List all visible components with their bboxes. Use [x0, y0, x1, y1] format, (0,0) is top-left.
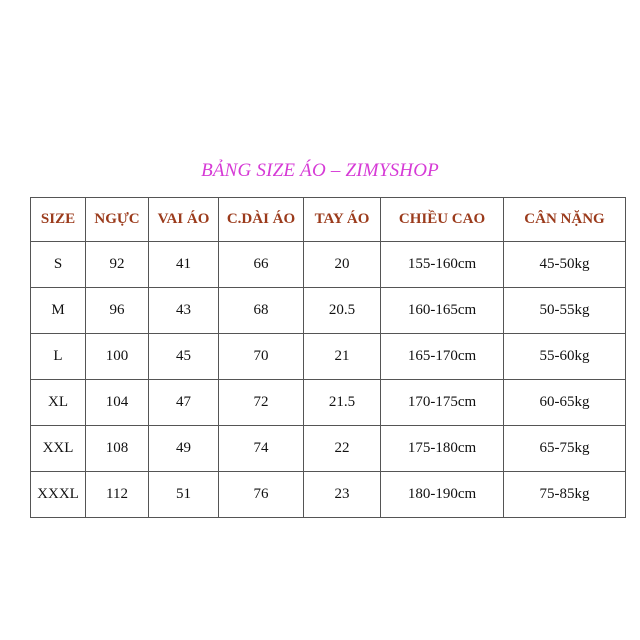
size-chart-table: [30, 197, 626, 518]
table-row: [31, 334, 626, 380]
cell-length: 76: [219, 472, 304, 518]
cell-chest: 96: [86, 288, 149, 334]
cell-weight: 55-60kg: [504, 334, 626, 380]
cell-weight: 50-55kg: [504, 288, 626, 334]
header-sleeve: TAY ÁO: [304, 198, 381, 242]
cell-shoulder: 45: [149, 334, 219, 380]
cell-shoulder: 47: [149, 380, 219, 426]
cell-height: 160-165cm: [381, 288, 504, 334]
cell-size: XL: [31, 380, 86, 426]
cell-length: 70: [219, 334, 304, 380]
cell-height: 180-190cm: [381, 472, 504, 518]
cell-shoulder: 41: [149, 242, 219, 288]
cell-chest: 108: [86, 426, 149, 472]
cell-chest: 92: [86, 242, 149, 288]
cell-shoulder: 51: [149, 472, 219, 518]
header-weight: CÂN NẶNG: [504, 198, 626, 242]
cell-length: 68: [219, 288, 304, 334]
cell-sleeve: 20.5: [304, 288, 381, 334]
cell-length: 72: [219, 380, 304, 426]
cell-chest: 112: [86, 472, 149, 518]
cell-shoulder: 49: [149, 426, 219, 472]
header-length: C.DÀI ÁO: [219, 198, 304, 242]
cell-chest: 100: [86, 334, 149, 380]
page-title: BẢNG SIZE ÁO – ZIMYSHOP: [201, 160, 439, 181]
table-row: [31, 288, 626, 334]
cell-weight: 75-85kg: [504, 472, 626, 518]
cell-shoulder: 43: [149, 288, 219, 334]
table-row: [31, 380, 626, 426]
header-chest: NGỰC: [86, 198, 149, 242]
cell-sleeve: 21: [304, 334, 381, 380]
table-row: [31, 242, 626, 288]
table-row: [31, 472, 626, 518]
cell-height: 155-160cm: [381, 242, 504, 288]
cell-sleeve: 21.5: [304, 380, 381, 426]
header-shoulder: VAI ÁO: [149, 198, 219, 242]
cell-size: XXXL: [31, 472, 86, 518]
cell-sleeve: 20: [304, 242, 381, 288]
header-height: CHIỀU CAO: [381, 198, 504, 242]
cell-chest: 104: [86, 380, 149, 426]
cell-height: 165-170cm: [381, 334, 504, 380]
cell-weight: 65-75kg: [504, 426, 626, 472]
cell-sleeve: 23: [304, 472, 381, 518]
cell-length: 66: [219, 242, 304, 288]
cell-height: 175-180cm: [381, 426, 504, 472]
cell-height: 170-175cm: [381, 380, 504, 426]
cell-size: XXL: [31, 426, 86, 472]
cell-size: L: [31, 334, 86, 380]
cell-size: M: [31, 288, 86, 334]
header-size: SIZE: [31, 198, 86, 242]
cell-sleeve: 22: [304, 426, 381, 472]
cell-weight: 60-65kg: [504, 380, 626, 426]
cell-weight: 45-50kg: [504, 242, 626, 288]
cell-length: 74: [219, 426, 304, 472]
cell-size: S: [31, 242, 86, 288]
header-row: [31, 198, 626, 242]
table-row: [31, 426, 626, 472]
